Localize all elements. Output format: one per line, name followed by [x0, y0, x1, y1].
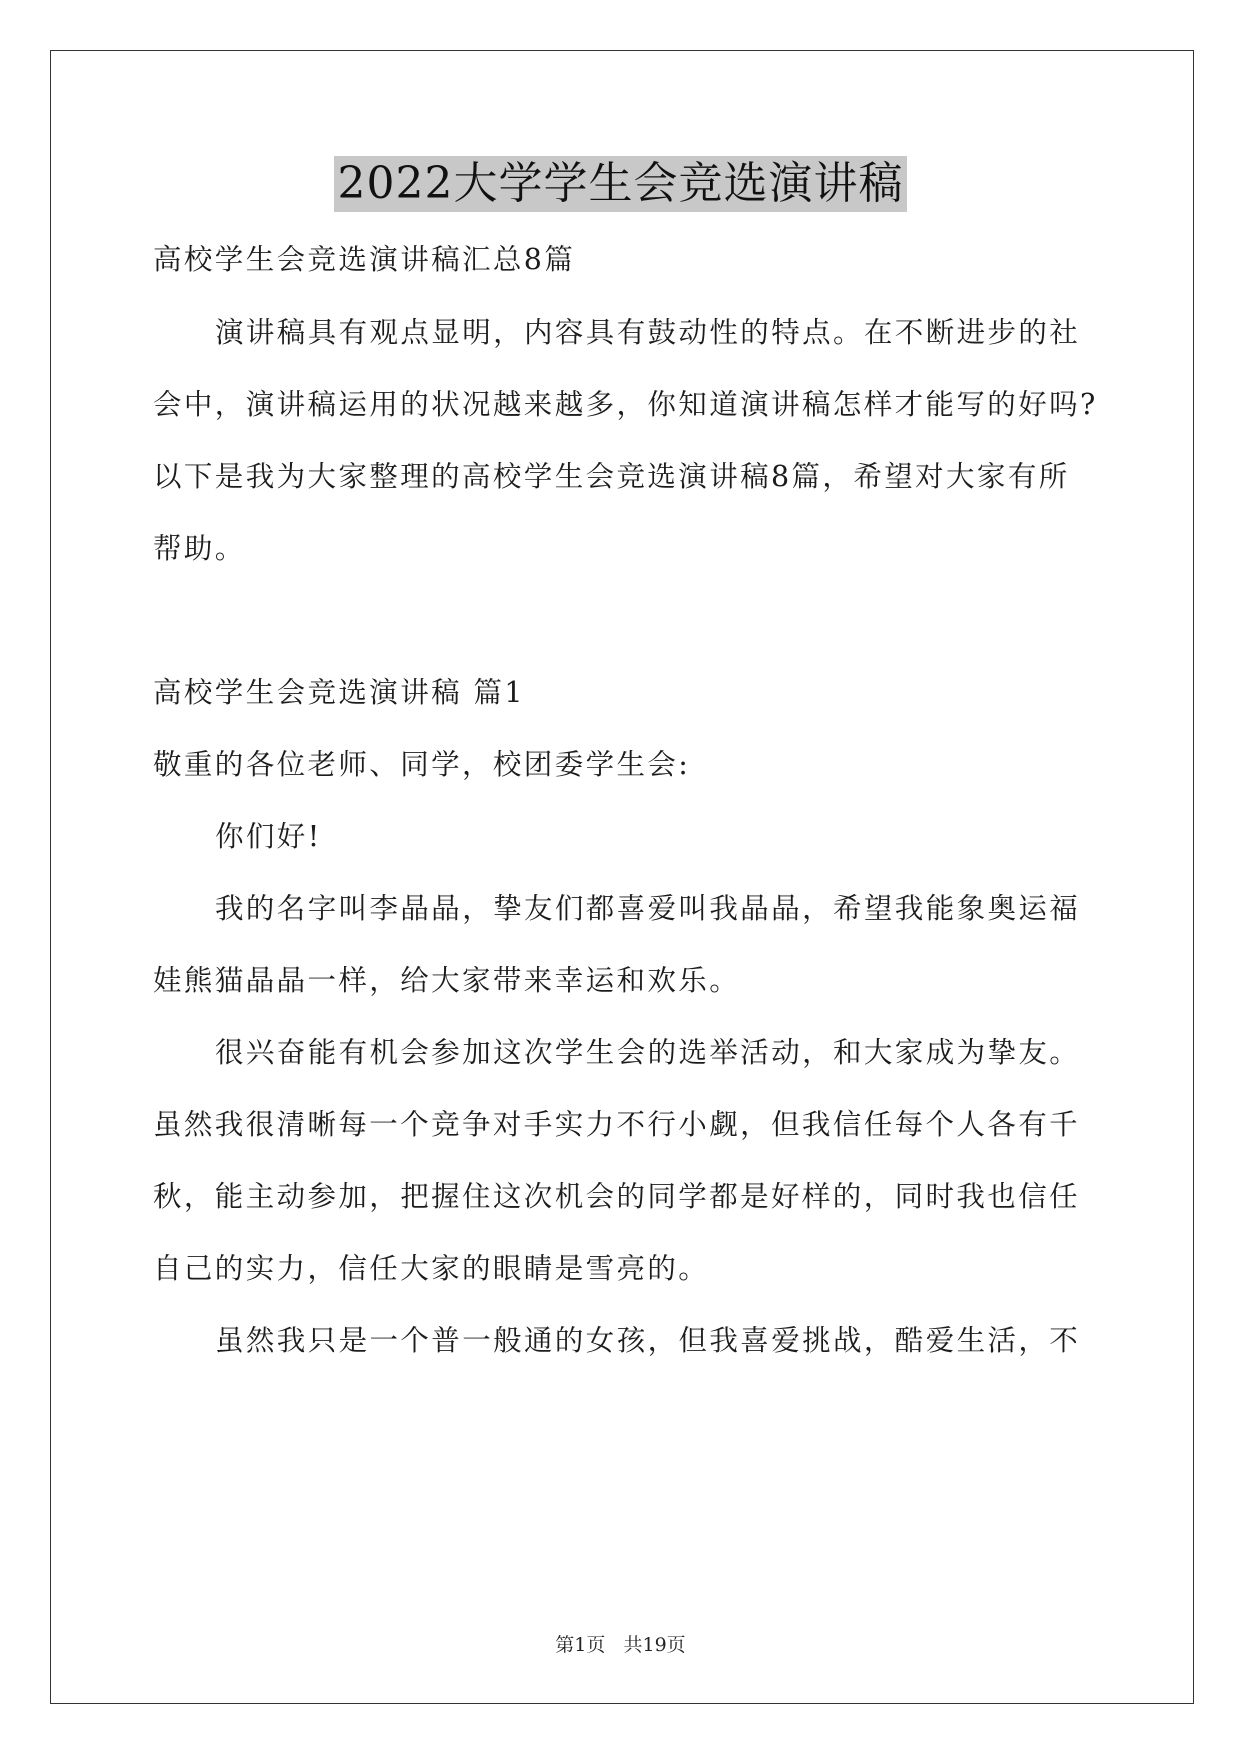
- page-footer: 第1页 共19页: [555, 1634, 686, 1656]
- greeting: 你们好!: [215, 820, 322, 853]
- paragraph1-line-2: 娃熊猫晶晶一样，给大家带来幸运和欢乐。: [153, 964, 741, 997]
- paragraph2-line-1: 很兴奋能有机会参加这次学生会的选举活动，和大家成为挚友。: [215, 1036, 1081, 1069]
- page-border: [50, 50, 1194, 1704]
- paragraph2-line-4: 自己的实力，信任大家的眼睛是雪亮的。: [153, 1252, 710, 1285]
- salutation: 敬重的各位老师、同学，校团委学生会:: [153, 748, 691, 781]
- paragraph1-line-1: 我的名字叫李晶晶，挚友们都喜爱叫我晶晶，希望我能象奥运福: [215, 892, 1081, 925]
- intro-line-4: 帮助。: [153, 532, 246, 565]
- document-title: 2022大学学生会竞选演讲稿: [334, 156, 908, 212]
- paragraph2-line-3: 秋，能主动参加，把握住这次机会的同学都是好样的，同时我也信任: [153, 1180, 1081, 1213]
- paragraph2-line-2: 虽然我很清晰每一个竞争对手实力不行小觑，但我信任每个人各有千: [153, 1108, 1081, 1141]
- document-subtitle: 高校学生会竞选演讲稿汇总8篇: [153, 243, 576, 276]
- intro-line-2: 会中，演讲稿运用的状况越来越多，你知道演讲稿怎样才能写的好吗?: [153, 388, 1098, 421]
- intro-line-1: 演讲稿具有观点显明，内容具有鼓动性的特点。在不断进步的社: [215, 316, 1081, 349]
- intro-line-3: 以下是我为大家整理的高校学生会竞选演讲稿8篇，希望对大家有所: [153, 460, 1070, 493]
- title-container: [0, 156, 1241, 212]
- section-heading: 高校学生会竞选演讲稿 篇1: [153, 676, 525, 709]
- paragraph3-line-1: 虽然我只是一个普一般通的女孩，但我喜爱挑战，酷爱生活，不: [215, 1324, 1081, 1357]
